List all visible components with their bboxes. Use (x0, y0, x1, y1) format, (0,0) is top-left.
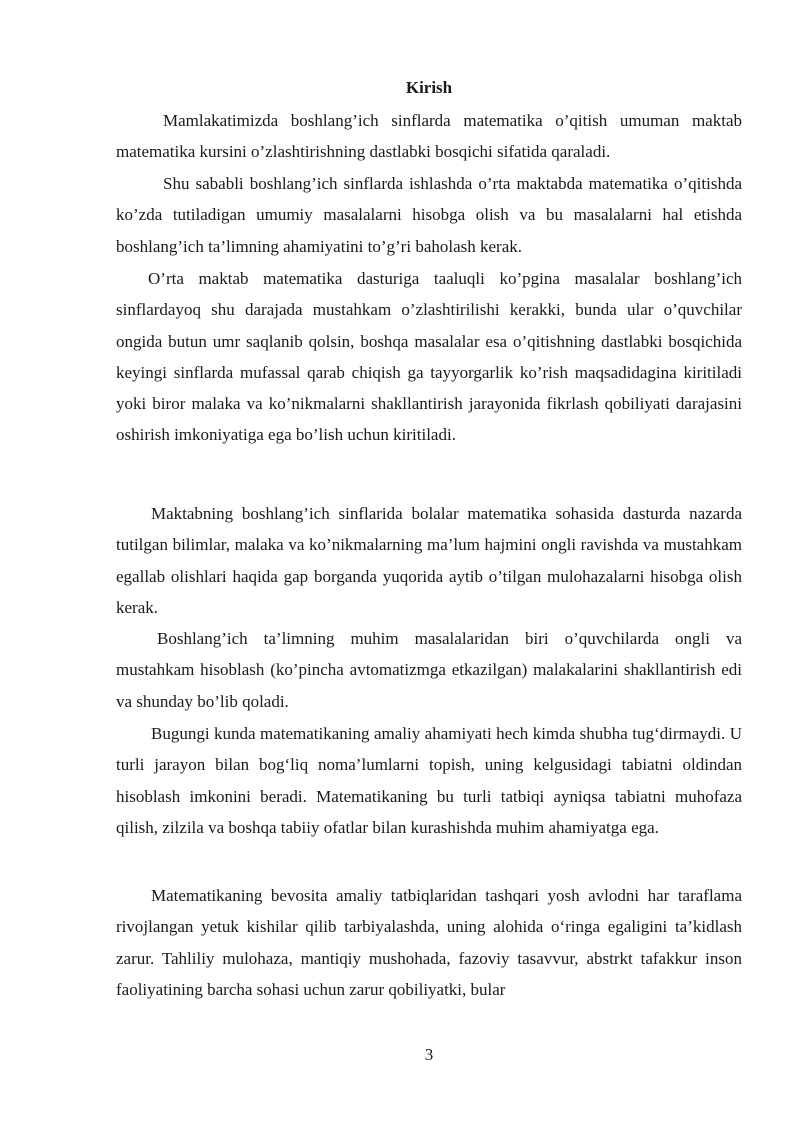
section-title: Kirish (405, 78, 453, 97)
page-number: 3 (424, 1045, 434, 1064)
paragraph-4: Maktabning boshlang’ich sinflarida bolalar matematika sohasida dasturda nazarda tutilgan bilimlar, malaka va ko’nikmalarning ma’lum hajmini ongli ravishda va mustahkam egallab olishlari haqida gap borganda yuqorida aytib o’tilgan mulohazalarni hisobga olish kerak. (116, 504, 742, 617)
paragraph-7: Matematikaning bevosita amaliy tatbiqlaridan tashqari yosh avlodni har taraflama rivojlangan yetuk kishilar qilib tarbiyalashda, uning alohida o‘ringa egaligini ta’kidlash zarur. Tahliliy mulohaza, mantiqiy mushohada, fazoviy tasavvur, abstrkt tafakkur inson faoliyatining barcha sohasi uchun zarur qobiliyatki, bular (116, 886, 742, 999)
paragraph-2: Shu sababli boshlang’ich sinflarda ishlashda o’rta maktabda matematika o’qitishda ko’zda tutiladigan umumiy masalalarni hisobga olish va bu masalalarni hal etishda boshlang’ich ta’limning ahamiyatini to’g’ri baholash kerak. (116, 174, 742, 256)
paragraph-1: Mamlakatimizda boshlang’ich sinflarda matematika o’qitish umuman maktab matematika kursini o’zlashtirishning dastlabki bosqichi sifatida qaraladi. (116, 111, 742, 162)
paragraph-3: O’rta maktab matematika dasturiga taaluqli ko’pgina masalalar boshlang’ich sinflardayoq shu darajada mustahkam o’zlashtirilishi kerakki, bunda ular o’quvchilar ongida butun umr saqlanib qolsin, boshqa masalalar esa o’qitishning dastlabki bosqichida keyingi sinflarda mufassal qarab chiqish ga tayyorgarlik ko’rish maqsadidagina kiritiladi yoki biror malaka va ko’nikmalarni shakllantirish jarayonida fikrlash qobiliyati darajasini oshirish imkoniyatiga ega bo’lish uchun kiritiladi. (116, 269, 742, 445)
paragraph-5: Boshlang’ich ta’limning muhim masalalaridan biri o’quvchilarda ongli va mustahkam hisoblash (ko’pincha avtomatizmga etkazilgan) malakalarini shakllantirish edi va shunday bo’lib qoladi. (116, 629, 742, 711)
paragraph-6: Bugungi kunda matematikaning amaliy ahamiyati hech kimda shubha tug‘dirmaydi. U turli jarayon bilan bog‘liq noma’lumlarni topish, uning kelgusidagi tabiatni oldindan hisoblash imkonini beradi. Matematikaning bu turli tatbiqi ayniqsa tabiatni muhofaza qilish, zilzila va boshqa tabiiy ofatlar bilan kurashishda muhim ahamiyatga ega. (116, 724, 742, 837)
